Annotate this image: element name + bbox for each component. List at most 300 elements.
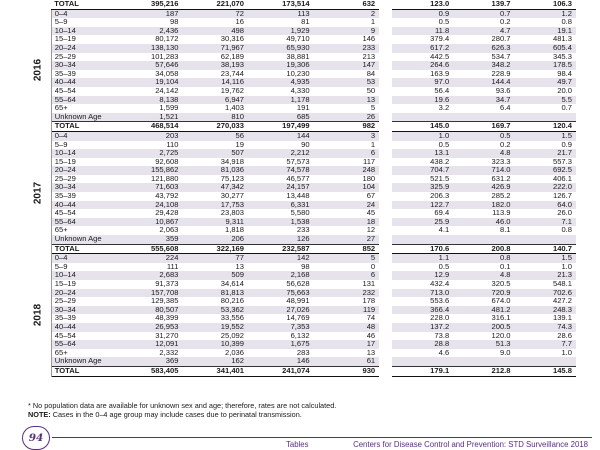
rate-total-cell	[392, 113, 453, 122]
cases-unknown-cell: 46	[366, 331, 376, 340]
cases-unknown-cell: 67	[366, 192, 376, 201]
column-gap	[379, 183, 392, 192]
age-group-cell: 0–4	[51, 9, 117, 18]
age-group-cell: 25–29	[54, 174, 76, 183]
age-group-cell: 55–64	[51, 96, 117, 105]
cases-total-cell: 369	[117, 357, 183, 366]
page-number: 94	[22, 426, 50, 450]
age-group-cell: TOTAL	[51, 366, 117, 376]
rate-female-cell: 7.1	[515, 218, 576, 227]
rate-male-cell: 323.3	[491, 157, 511, 166]
rate-female-cell: 7.7	[515, 340, 576, 349]
table-row	[28, 332, 576, 341]
cases-female-cell: 14,769	[286, 314, 310, 323]
column-gap	[379, 349, 392, 358]
age-group-cell: 5–9	[54, 18, 68, 27]
cases-male-cell: 10,399	[182, 340, 248, 349]
cases-unknown-cell: 2	[314, 9, 380, 18]
column-gap	[379, 218, 392, 227]
cases-male-cell: 23,803	[220, 209, 244, 218]
age-group-cell: 40–44	[51, 78, 117, 87]
cases-unknown-cell: 213	[362, 52, 376, 61]
column-gap	[379, 158, 392, 167]
age-group-cell: 55–64	[51, 340, 117, 349]
age-group-cell: 15–19	[54, 157, 76, 166]
cases-total-cell: 31,270	[155, 331, 179, 340]
rate-total-cell: 4.6	[438, 348, 450, 357]
rate-female-cell: 74.3	[515, 323, 576, 332]
age-group-cell: 5–9	[54, 262, 68, 271]
cases-male-cell: 23,744	[220, 69, 244, 78]
cases-male-cell: 71,967	[182, 44, 248, 53]
rate-male-cell: 0.8	[453, 254, 514, 263]
rate-female-cell: 28.6	[557, 331, 572, 340]
cases-unknown-cell: 9	[314, 27, 380, 36]
cases-unknown-cell: 119	[314, 306, 380, 315]
rate-total-cell: 11.8	[392, 27, 453, 36]
table-row	[28, 9, 576, 18]
cases-male-cell: 810	[182, 113, 248, 122]
cases-male-cell: 6,947	[182, 96, 248, 105]
rate-total-cell: 56.4	[434, 86, 450, 95]
rate-male-cell: 631.2	[491, 174, 511, 183]
cases-total-cell: 12,091	[117, 340, 183, 349]
column-gap	[379, 131, 392, 140]
rate-female-cell: 345.3	[552, 52, 572, 61]
cases-unknown-cell: 13	[366, 348, 376, 357]
cases-female-cell: 24,157	[248, 183, 314, 192]
cases-unknown-cell: 84	[366, 69, 376, 78]
rate-male-cell: 139.7	[453, 0, 514, 9]
cases-male-cell: 72	[182, 9, 248, 18]
cases-unknown-cell: 27	[314, 235, 380, 244]
cases-total-cell: 19,104	[117, 78, 183, 87]
cases-female-cell: 173,514	[248, 0, 314, 9]
cases-total-cell: 2,436	[117, 27, 183, 36]
age-group-cell: 55–64	[51, 218, 117, 227]
cases-female-cell: 48,991	[286, 297, 310, 306]
rate-male-cell: 4.7	[453, 27, 514, 36]
rate-total-cell: 170.6	[392, 244, 453, 254]
rate-female-cell: 106.3	[515, 0, 576, 9]
rate-female-cell: 0.8	[561, 226, 572, 235]
rate-total-cell	[392, 235, 453, 244]
cases-male-cell: 1,818	[224, 226, 244, 235]
cases-male-cell: 509	[182, 271, 248, 280]
rate-male-cell: 113.9	[492, 209, 511, 218]
cases-female-cell: 27,026	[248, 306, 314, 315]
age-group-cell: 20–24	[51, 166, 117, 175]
column-gap	[379, 357, 392, 366]
rate-total-cell: 145.0	[392, 122, 453, 132]
cases-unknown-cell: 48	[314, 323, 380, 332]
rate-male-cell: 9.0	[499, 348, 511, 357]
column-gap	[379, 297, 392, 306]
rate-total-cell: 0.5	[438, 262, 450, 271]
cases-unknown-cell: 13	[314, 96, 380, 105]
age-group-cell: 0–4	[51, 131, 117, 140]
age-group-cell: 65+	[54, 348, 68, 357]
age-group-cell: 15–19	[54, 35, 76, 44]
cases-female-cell: 1,538	[248, 218, 314, 227]
rate-male-cell: 426.9	[453, 183, 514, 192]
age-group-cell: 45–54	[54, 86, 76, 95]
rate-male-cell: 4.8	[453, 271, 514, 280]
cases-female-cell: 142	[248, 254, 314, 263]
cases-male-cell: 19,552	[182, 323, 248, 332]
rate-male-cell: 46.0	[453, 218, 514, 227]
rate-male-cell: 4.8	[453, 149, 514, 158]
cases-female-cell: 5,580	[290, 209, 310, 218]
column-gap	[379, 323, 392, 332]
cases-female-cell: 2,212	[248, 149, 314, 158]
column-gap	[379, 244, 392, 254]
rate-total-cell: 97.0	[392, 78, 453, 87]
cases-female-cell: 6,132	[290, 331, 310, 340]
total-row	[28, 244, 576, 254]
rate-male-cell: 169.7	[453, 122, 514, 132]
cases-total-cell: 24,108	[117, 201, 183, 210]
rate-total-cell: 264.6	[392, 61, 453, 70]
cases-total-cell: 8,138	[117, 96, 183, 105]
total-row	[28, 122, 576, 132]
cases-total-cell: 71,603	[117, 183, 183, 192]
table-row	[28, 271, 576, 280]
cases-unknown-cell: 180	[362, 174, 376, 183]
rate-total-cell: 0.5	[438, 18, 450, 27]
total-row-previous-year	[28, 0, 576, 9]
rate-total-cell: 366.4	[392, 306, 453, 315]
rate-female-cell	[515, 235, 576, 244]
cases-unknown-cell: 53	[314, 78, 380, 87]
cases-total-cell: 121,880	[150, 174, 179, 183]
table-row	[28, 131, 576, 140]
column-gap	[379, 332, 392, 341]
rate-male-cell: 280.7	[491, 35, 511, 44]
cases-unknown-cell: 147	[314, 61, 380, 70]
rate-male-cell: 182.0	[453, 201, 514, 210]
rate-male-cell: 0.1	[499, 262, 511, 271]
rate-female-cell: 1.5	[515, 131, 576, 140]
cases-total-cell: 98	[169, 18, 179, 27]
rate-male-cell: 285.2	[491, 192, 511, 201]
cases-total-cell: 101,283	[150, 52, 179, 61]
cases-total-cell: 395,216	[117, 0, 183, 9]
cases-unknown-cell: 5	[370, 104, 376, 113]
rate-total-cell: 704.7	[392, 166, 453, 175]
cases-male-cell: 341,401	[182, 366, 248, 376]
rate-female-cell: 26.0	[557, 209, 572, 218]
table-row	[28, 35, 576, 44]
rate-female-cell: 702.6	[515, 289, 576, 298]
cases-total-cell: 129,385	[150, 297, 179, 306]
column-gap	[379, 192, 392, 201]
cases-unknown-cell: 232	[314, 289, 380, 298]
column-gap	[379, 226, 392, 235]
rate-total-cell: 4.1	[438, 226, 450, 235]
cases-male-cell: 14,116	[182, 78, 248, 87]
age-group-cell: 30–34	[51, 183, 117, 192]
column-gap	[379, 35, 392, 44]
table-row	[28, 314, 576, 323]
rate-female-cell: 21.7	[515, 149, 576, 158]
age-group-cell: Unknown Age	[51, 235, 117, 244]
rate-total-cell: 442.5	[430, 52, 450, 61]
cases-male-cell: 322,169	[182, 244, 248, 254]
table-row	[28, 280, 576, 289]
rate-male-cell	[453, 357, 514, 366]
cases-unknown-cell: 146	[362, 35, 376, 44]
rate-female-cell: 140.7	[515, 244, 576, 254]
cases-total-cell: 157,708	[117, 289, 183, 298]
column-gap	[379, 141, 392, 150]
cases-total-cell: 2,725	[117, 149, 183, 158]
cases-total-cell: 57,646	[117, 61, 183, 70]
cases-total-cell: 91,373	[155, 280, 179, 288]
column-gap	[379, 27, 392, 36]
column-gap	[379, 289, 392, 298]
rate-male-cell: 534.7	[491, 52, 511, 61]
age-group-cell: 25–29	[54, 52, 76, 61]
note-text: Cases in the 0–4 age group may include cases due to perinatal transmission.	[50, 409, 302, 419]
year-label	[28, 254, 51, 376]
rate-female-cell: 481.3	[552, 35, 572, 44]
rate-male-cell: 674.0	[491, 297, 511, 306]
cases-unknown-cell: 17	[314, 340, 380, 349]
age-group-cell: TOTAL	[51, 122, 117, 132]
table-notes	[28, 402, 588, 420]
rate-male-cell: 228.9	[491, 69, 511, 78]
rate-total-cell: 28.8	[392, 340, 453, 349]
cases-unknown-cell: 178	[362, 297, 376, 306]
rate-total-cell: 206.3	[430, 192, 450, 201]
cases-male-cell: 507	[182, 149, 248, 158]
column-gap	[379, 280, 392, 289]
table-row	[28, 263, 576, 272]
cases-unknown-cell: 982	[314, 122, 380, 132]
column-gap	[379, 0, 392, 9]
table-row	[28, 289, 576, 298]
column-gap	[379, 18, 392, 27]
rate-female-cell: 427.2	[552, 297, 572, 306]
rate-total-cell: 12.9	[392, 271, 453, 280]
table-body	[28, 0, 576, 376]
cases-total-cell: 24,142	[155, 86, 179, 95]
age-group-cell: 10–14	[51, 27, 117, 36]
table-row	[28, 141, 576, 150]
cases-female-cell: 13,448	[286, 192, 310, 201]
rate-female-cell: 20.0	[557, 86, 572, 95]
rate-female-cell: 1.0	[561, 262, 572, 271]
cases-total-cell: 92,608	[155, 157, 179, 166]
cases-total-cell: 111	[166, 262, 179, 271]
age-group-cell: 65+	[54, 104, 68, 113]
age-group-cell: 25–29	[54, 297, 76, 306]
rate-female-cell: 1.0	[561, 348, 572, 357]
cases-male-cell: 19,762	[220, 86, 244, 95]
cases-female-cell: 197,499	[248, 122, 314, 132]
rate-total-cell: 379.4	[430, 35, 450, 44]
age-group-cell: Unknown Age	[51, 357, 117, 366]
cases-female-cell: 232,587	[248, 244, 314, 254]
table-row	[28, 104, 576, 113]
column-gap	[379, 149, 392, 158]
age-group-cell: 35–39	[54, 69, 76, 78]
cases-female-cell: 1,929	[248, 27, 314, 36]
cases-unknown-cell: 45	[366, 209, 376, 218]
cases-female-cell: 65,930	[248, 44, 314, 53]
cases-male-cell: 62,189	[220, 52, 244, 61]
table-row	[28, 87, 576, 96]
cases-total-cell: 155,862	[117, 166, 183, 175]
rate-total-cell: 73.8	[434, 331, 450, 340]
rate-male-cell: 144.4	[453, 78, 514, 87]
year-label	[28, 131, 51, 253]
footer-section: Tables	[286, 440, 309, 449]
column-gap	[379, 235, 392, 244]
rate-female-cell: 145.8	[515, 366, 576, 376]
cases-male-cell: 77	[182, 254, 248, 263]
cases-total-cell: 80,172	[155, 35, 179, 44]
table-row	[28, 349, 576, 358]
total-row	[28, 366, 576, 376]
table-row	[28, 166, 576, 175]
year-spacer	[28, 0, 51, 9]
rate-total-cell: 713.0	[392, 289, 453, 298]
column-gap	[379, 306, 392, 315]
column-gap	[379, 61, 392, 70]
cases-total-cell: 48,399	[155, 314, 179, 323]
table-row	[28, 209, 576, 218]
footer-rule	[52, 437, 592, 438]
cases-unknown-cell: 6	[314, 271, 380, 280]
cases-unknown-cell: 5	[314, 254, 380, 263]
table-row	[28, 18, 576, 27]
cases-male-cell: 17,753	[182, 201, 248, 210]
cases-unknown-cell: 0	[370, 262, 376, 271]
rate-female-cell: 5.5	[515, 96, 576, 105]
rate-female-cell: 120.4	[515, 122, 576, 132]
cases-male-cell: 75,123	[220, 174, 244, 183]
rate-total-cell: 163.9	[430, 69, 450, 78]
age-group-cell: 65+	[54, 226, 68, 235]
cases-female-cell: 56,628	[286, 280, 310, 288]
cases-female-cell: 75,663	[248, 289, 314, 298]
age-group-cell: 10–14	[51, 149, 117, 158]
cases-male-cell: 206	[182, 235, 248, 244]
cases-male-cell: 162	[182, 357, 248, 366]
cases-female-cell: 685	[248, 113, 314, 122]
cases-rates-table	[28, 0, 576, 377]
rate-total-cell: 137.2	[392, 323, 453, 332]
cases-total-cell: 110	[166, 140, 179, 149]
rate-total-cell: 1.1	[392, 254, 453, 263]
rate-female-cell: 222.0	[515, 183, 576, 192]
cases-female-cell: 57,573	[286, 157, 310, 166]
rate-male-cell: 348.2	[453, 61, 514, 70]
rate-male-cell: 0.2	[499, 18, 511, 27]
cases-total-cell: 359	[117, 235, 183, 244]
rate-male-cell: 0.5	[453, 131, 514, 140]
cases-female-cell: 191	[296, 104, 310, 113]
cases-unknown-cell: 50	[366, 86, 376, 95]
rate-female-cell: 0.8	[561, 18, 572, 27]
rate-male-cell: 200.5	[453, 323, 514, 332]
table-row	[28, 61, 576, 70]
cases-female-cell: 46,577	[286, 174, 310, 183]
rate-total-cell: 0.5	[438, 140, 450, 149]
rate-female-cell: 139.1	[552, 314, 572, 323]
age-group-cell: Unknown Age	[51, 113, 117, 122]
age-group-cell: 0–4	[51, 254, 117, 263]
rate-total-cell: 553.6	[430, 297, 450, 306]
rate-male-cell: 714.0	[453, 166, 514, 175]
rate-male-cell	[453, 113, 514, 122]
rate-female-cell: 0.9	[561, 140, 572, 149]
cases-male-cell: 30,277	[220, 192, 244, 201]
column-gap	[379, 314, 392, 323]
age-group-cell: TOTAL	[51, 244, 117, 254]
cases-unknown-cell: 18	[314, 218, 380, 227]
rate-total-cell: 228.0	[430, 314, 450, 323]
year-label-text: 2017	[33, 181, 45, 204]
rate-female-cell: 548.1	[552, 280, 572, 288]
year-label-text: 2016	[33, 59, 45, 82]
table-row	[28, 357, 576, 366]
rate-female-cell: 98.4	[557, 69, 572, 78]
rate-total-cell: 432.4	[430, 280, 450, 288]
cases-male-cell: 81,813	[182, 289, 248, 298]
cases-male-cell: 33,556	[220, 314, 244, 323]
cases-female-cell: 113	[248, 9, 314, 18]
cases-male-cell: 19	[235, 140, 244, 149]
rate-female-cell: 178.5	[515, 61, 576, 70]
cases-female-cell: 98	[301, 262, 310, 271]
column-gap	[379, 271, 392, 280]
cases-female-cell: 38,881	[286, 52, 310, 61]
rate-total-cell: 13.1	[392, 149, 453, 158]
cases-unknown-cell: 24	[314, 201, 380, 210]
cases-male-cell: 53,362	[182, 306, 248, 315]
cases-unknown-cell: 852	[314, 244, 380, 254]
column-gap	[379, 44, 392, 53]
rate-male-cell: 6.4	[499, 104, 511, 113]
age-group-cell: 40–44	[51, 201, 117, 210]
cases-total-cell: 224	[117, 254, 183, 263]
table-row	[28, 113, 576, 122]
age-group-cell: 30–34	[51, 306, 117, 315]
rate-female-cell	[515, 357, 576, 366]
page-footer	[0, 424, 600, 450]
cases-female-cell: 4,330	[290, 86, 310, 95]
cases-male-cell: 80,216	[220, 297, 244, 306]
age-group-cell: 15–19	[54, 280, 76, 288]
cases-female-cell: 6,331	[248, 201, 314, 210]
rate-male-cell: 34.7	[453, 96, 514, 105]
rate-total-cell: 69.4	[434, 209, 450, 218]
cases-unknown-cell: 3	[314, 131, 380, 140]
column-gap	[379, 201, 392, 210]
cases-unknown-cell: 233	[314, 44, 380, 53]
rate-female-cell: 0.7	[561, 104, 572, 113]
cases-female-cell: 2,168	[248, 271, 314, 280]
rate-total-cell: 19.6	[392, 96, 453, 105]
age-group-cell: 20–24	[51, 44, 117, 53]
rate-total-cell: 0.9	[392, 9, 453, 18]
rate-male-cell: 0.7	[453, 9, 514, 18]
rate-total-cell: 179.1	[392, 366, 453, 376]
table-row	[28, 254, 576, 263]
